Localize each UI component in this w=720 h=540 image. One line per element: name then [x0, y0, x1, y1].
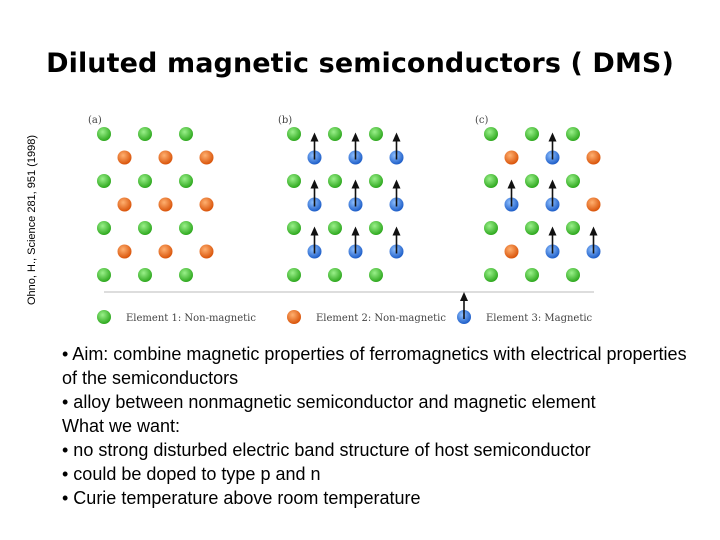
atom-element1	[328, 127, 342, 141]
atom-element3-spin-arrow-head	[393, 180, 401, 189]
atom-element2	[200, 198, 214, 212]
atom-element1	[328, 221, 342, 235]
atom-element1	[369, 127, 383, 141]
atom-element1	[566, 221, 580, 235]
atom-element3-spin-arrow-head	[311, 227, 319, 236]
atom-element1	[525, 221, 539, 235]
bullet-doping: • could be doped to type p and n	[62, 464, 321, 484]
atom-element3-spin-arrow-head	[590, 227, 598, 236]
crystal-figure	[84, 106, 604, 334]
atom-element1	[138, 268, 152, 282]
atom-element1	[97, 174, 111, 188]
legend-swatch-orange	[287, 310, 301, 324]
atom-element2	[200, 151, 214, 165]
atom-element1	[287, 127, 301, 141]
atom-element3-spin-arrow-head	[352, 227, 360, 236]
atom-element2	[118, 245, 132, 259]
atom-element1	[525, 268, 539, 282]
atom-element1	[566, 268, 580, 282]
atom-element3-spin-arrow-head	[352, 133, 360, 142]
atom-element1	[484, 221, 498, 235]
panel-label: (a)	[88, 115, 102, 126]
atom-element1	[484, 174, 498, 188]
atom-element2	[505, 245, 519, 259]
atom-element3-spin-arrow-head	[549, 227, 557, 236]
atom-element1	[566, 127, 580, 141]
atom-element1	[179, 221, 193, 235]
atom-element1	[179, 174, 193, 188]
bullet-heading-what-we-want: What we want:	[62, 416, 181, 436]
legend-label: Element 2: Non-magnetic	[316, 313, 446, 324]
atom-element1	[287, 221, 301, 235]
atom-element3-spin-arrow-head	[549, 133, 557, 142]
atom-element1	[525, 127, 539, 141]
bullet-curie: • Curie temperature above room temperature	[62, 488, 421, 508]
atom-element2	[587, 198, 601, 212]
atom-element2	[159, 151, 173, 165]
legend-swatch-green	[97, 310, 111, 324]
slide-title: Diluted magnetic semiconductors ( DMS)	[46, 48, 674, 79]
atom-element2	[159, 198, 173, 212]
bullet-alloy: • alloy between nonmagnetic semiconductor and magnetic element	[62, 392, 596, 412]
atom-element3-spin-arrow-head	[352, 180, 360, 189]
atom-element1	[97, 221, 111, 235]
atom-element2	[118, 151, 132, 165]
atom-element1	[179, 127, 193, 141]
atom-element3-spin-arrow-head	[393, 227, 401, 236]
citation: Ohno, H., Science 281, 951 (1998)	[26, 135, 38, 305]
atom-element2	[505, 151, 519, 165]
atom-element1	[138, 221, 152, 235]
atom-element1	[484, 127, 498, 141]
atom-element3-spin-arrow-head	[549, 180, 557, 189]
panel-label: (b)	[278, 115, 293, 126]
atom-element1	[287, 268, 301, 282]
legend-label: Element 3: Magnetic	[486, 313, 593, 324]
atom-element2	[200, 245, 214, 259]
bullet-band-structure: • no strong disturbed electric band structure of host semiconductor	[62, 440, 591, 460]
atom-element1	[525, 174, 539, 188]
atom-element1	[369, 174, 383, 188]
panel-label: (c)	[475, 115, 489, 126]
atom-element1	[287, 174, 301, 188]
atom-element1	[97, 268, 111, 282]
atom-element3-spin-arrow-head	[311, 180, 319, 189]
bullet-aim: • Aim: combine magnetic properties of ferromagnetics with electrical properties of the semiconductors	[62, 344, 687, 388]
atom-element3-spin-arrow-head	[393, 133, 401, 142]
atom-element2	[118, 198, 132, 212]
atom-element1	[369, 221, 383, 235]
atom-element2	[587, 151, 601, 165]
legend-label: Element 1: Non-magnetic	[126, 313, 256, 324]
atom-element3-spin-arrow-head	[508, 180, 516, 189]
atom-element1	[138, 127, 152, 141]
atom-element1	[369, 268, 383, 282]
bullet-list	[62, 342, 702, 510]
atom-element1	[328, 268, 342, 282]
atom-element1	[97, 127, 111, 141]
atom-element3-spin-arrow-head	[311, 133, 319, 142]
atom-element1	[484, 268, 498, 282]
legend-swatch-blue-spin-arrow-head	[460, 292, 468, 301]
atom-element1	[566, 174, 580, 188]
atom-element1	[328, 174, 342, 188]
atom-element1	[179, 268, 193, 282]
atom-element2	[159, 245, 173, 259]
atom-element1	[138, 174, 152, 188]
